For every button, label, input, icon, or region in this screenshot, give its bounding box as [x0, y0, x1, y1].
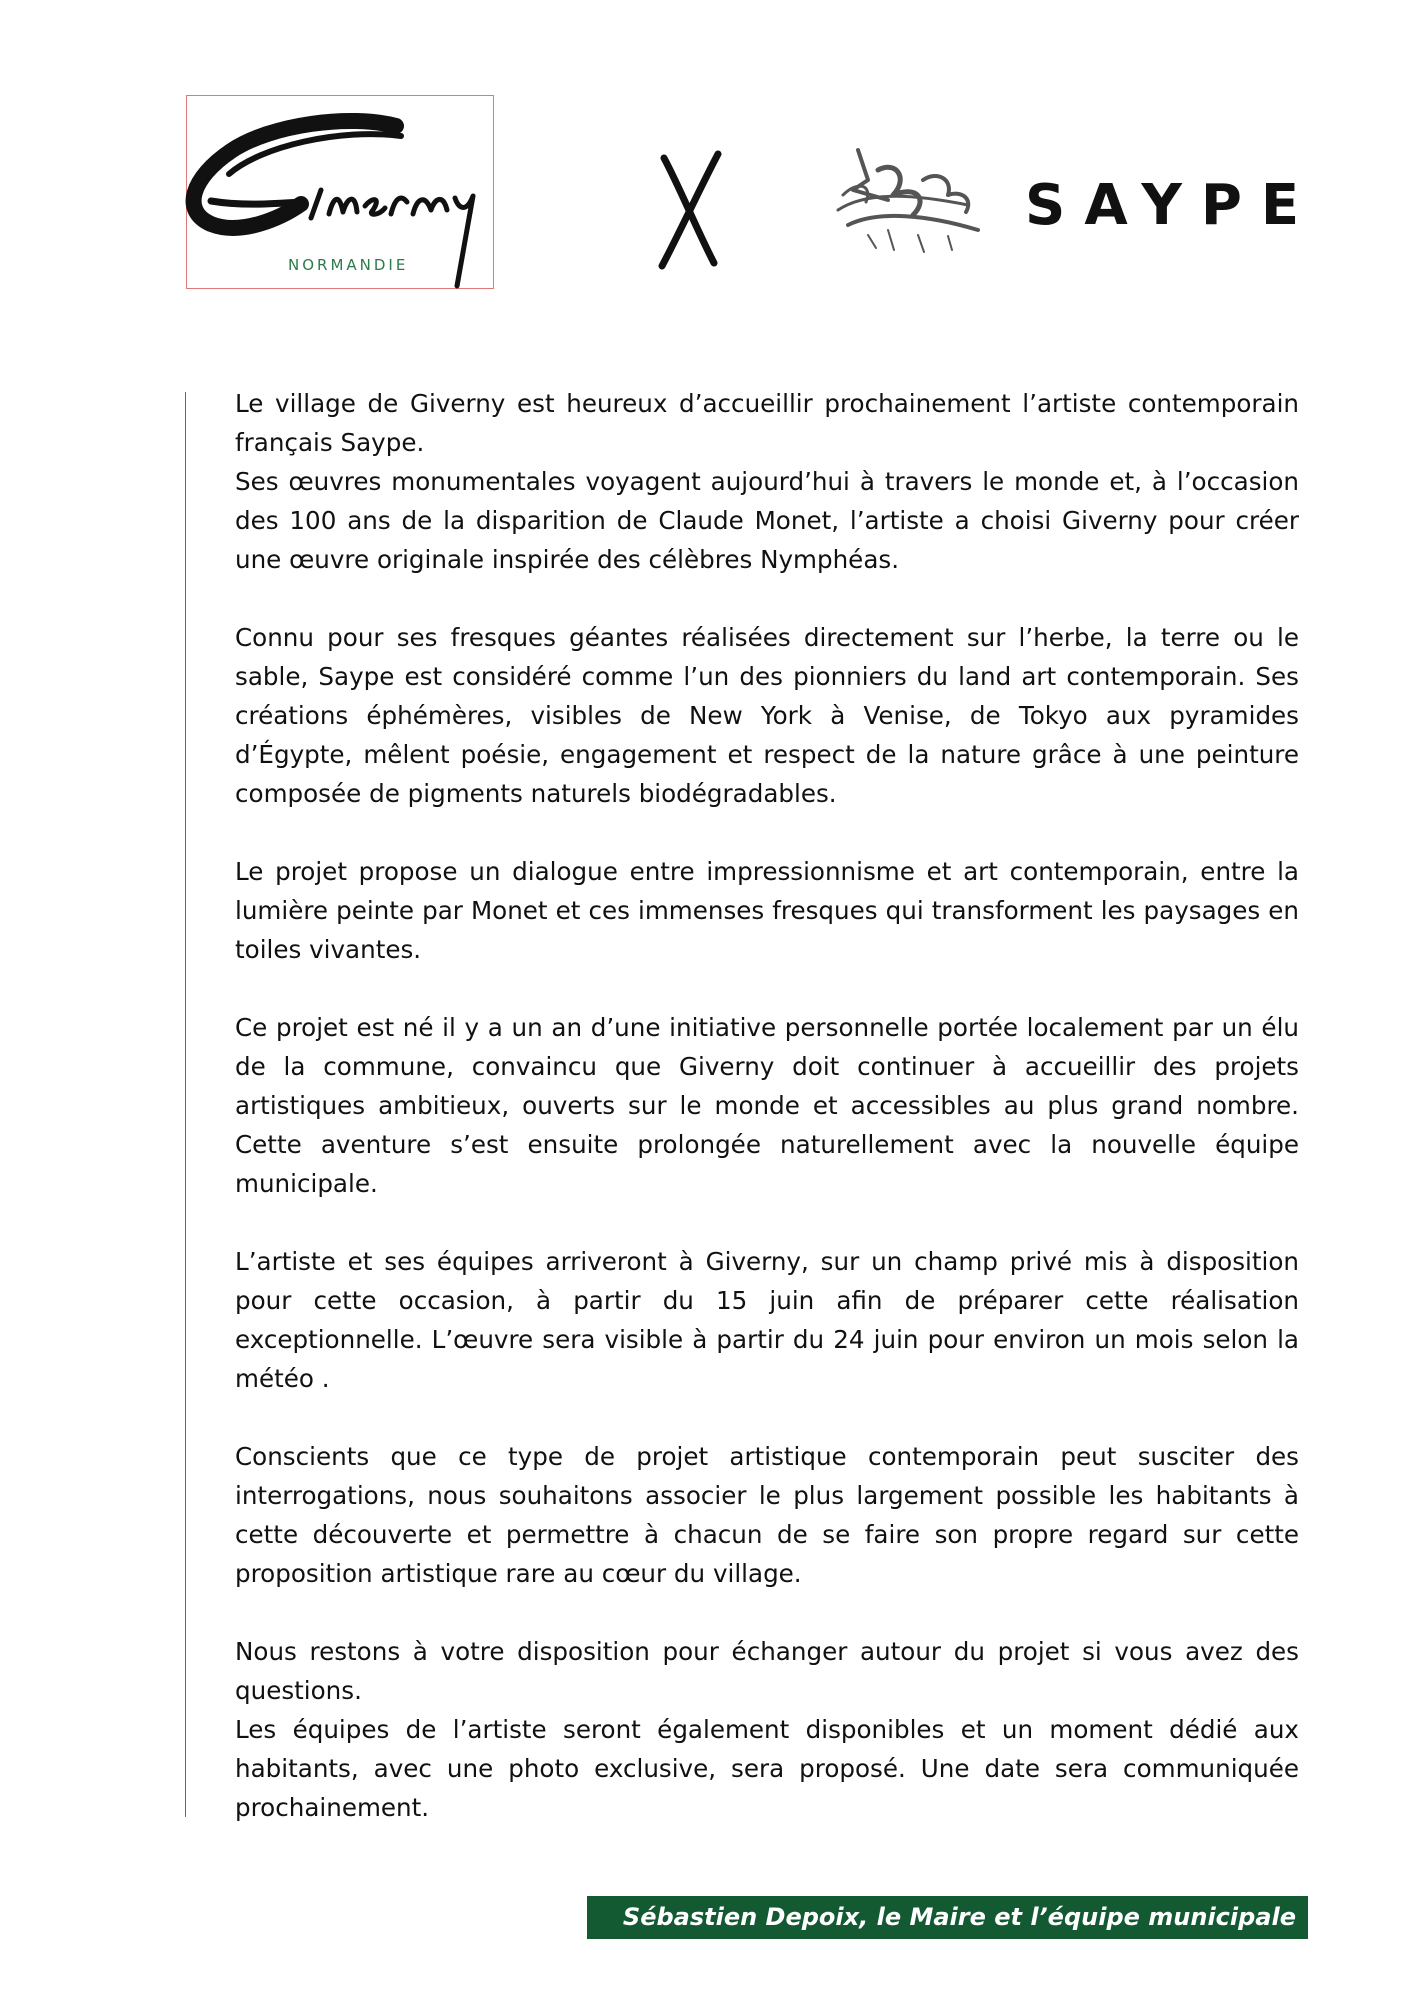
saype-wordmark: SAYPE	[1025, 173, 1319, 238]
giverny-logo-subtitle: NORMANDIE	[288, 256, 409, 274]
paragraph-artist	[235, 618, 1299, 813]
paragraph-dates	[235, 1242, 1299, 1398]
signature-banner: Sébastien Depoix, le Maire et l’équipe municipale	[587, 1896, 1308, 1939]
saype-tag-icon	[828, 140, 988, 258]
paragraph-line: Nous restons à votre disposition pour échanger autour du projet si vous avez des questions.	[235, 1637, 1299, 1705]
paragraph-line: Connu pour ses fresques géantes réalisées directement sur l’herbe, la terre ou le sable, Saype est considéré comme l’un des pionniers du land art contemporain. Ses créations éphémères, visibles de New York à Venise, de Tokyo aux pyramides d’Égypte, mêlent poésie, engagement et respect de la nature grâce à une peinture composée de pigments naturels biodégradables.	[235, 623, 1299, 808]
paragraph-origin	[235, 1008, 1299, 1203]
paragraph-project	[235, 852, 1299, 969]
letter-body	[235, 384, 1299, 1866]
x-separator-icon	[652, 148, 726, 270]
paragraph-line: Ses œuvres monumentales voyagent aujourd’hui à travers le monde et, à l’occasion des 100 ans de la disparition de Claude Monet, l’artiste a choisi Giverny pour créer une œuvre originale inspirée des célèbres Nymphéas.	[235, 467, 1299, 574]
paragraph-line: Le village de Giverny est heureux d’accueillir prochainement l’artiste contemporain français Saype.	[235, 389, 1299, 457]
paragraph-line: Les équipes de l’artiste seront également disponibles et un moment dédié aux habitants, avec une photo exclusive, sera proposé. Une date sera communiquée prochainement.	[235, 1715, 1299, 1822]
paragraph-intro	[235, 384, 1299, 579]
giverny-logo	[186, 95, 494, 289]
paragraph-residents	[235, 1437, 1299, 1593]
paragraph-line: Conscients que ce type de projet artistique contemporain peut susciter des interrogations, nous souhaitons associer le plus largement possible les habitants à cette découverte et permettre à chacun de se faire son propre regard sur cette proposition artistique rare au cœur du village.	[235, 1442, 1299, 1588]
giverny-brush-icon	[151, 106, 531, 306]
margin-rule	[185, 392, 186, 1817]
paragraph-line: Ce projet est né il y a un an d’une initiative personnelle portée localement par un élu de la commune, convaincu que Giverny doit continuer à accueillir des projets artistiques ambitieux, ouverts sur le monde et accessibles au plus grand nombre. Cette aventure s’est ensuite prolongée naturellement avec la nouvelle équipe municipale.	[235, 1013, 1299, 1198]
paragraph-line: Le projet propose un dialogue entre impressionnisme et art contemporain, entre la lumière peinte par Monet et ces immenses fresques qui transforment les paysages en toiles vivantes.	[235, 857, 1299, 964]
paragraph-closing	[235, 1632, 1299, 1827]
paragraph-line: L’artiste et ses équipes arriveront à Giverny, sur un champ privé mis à disposition pour cette occasion, à partir du 15 juin afin de préparer cette réalisation exceptionnelle. L’œuvre sera visible à partir du 24 juin pour environ un mois selon la météo .	[235, 1247, 1299, 1393]
